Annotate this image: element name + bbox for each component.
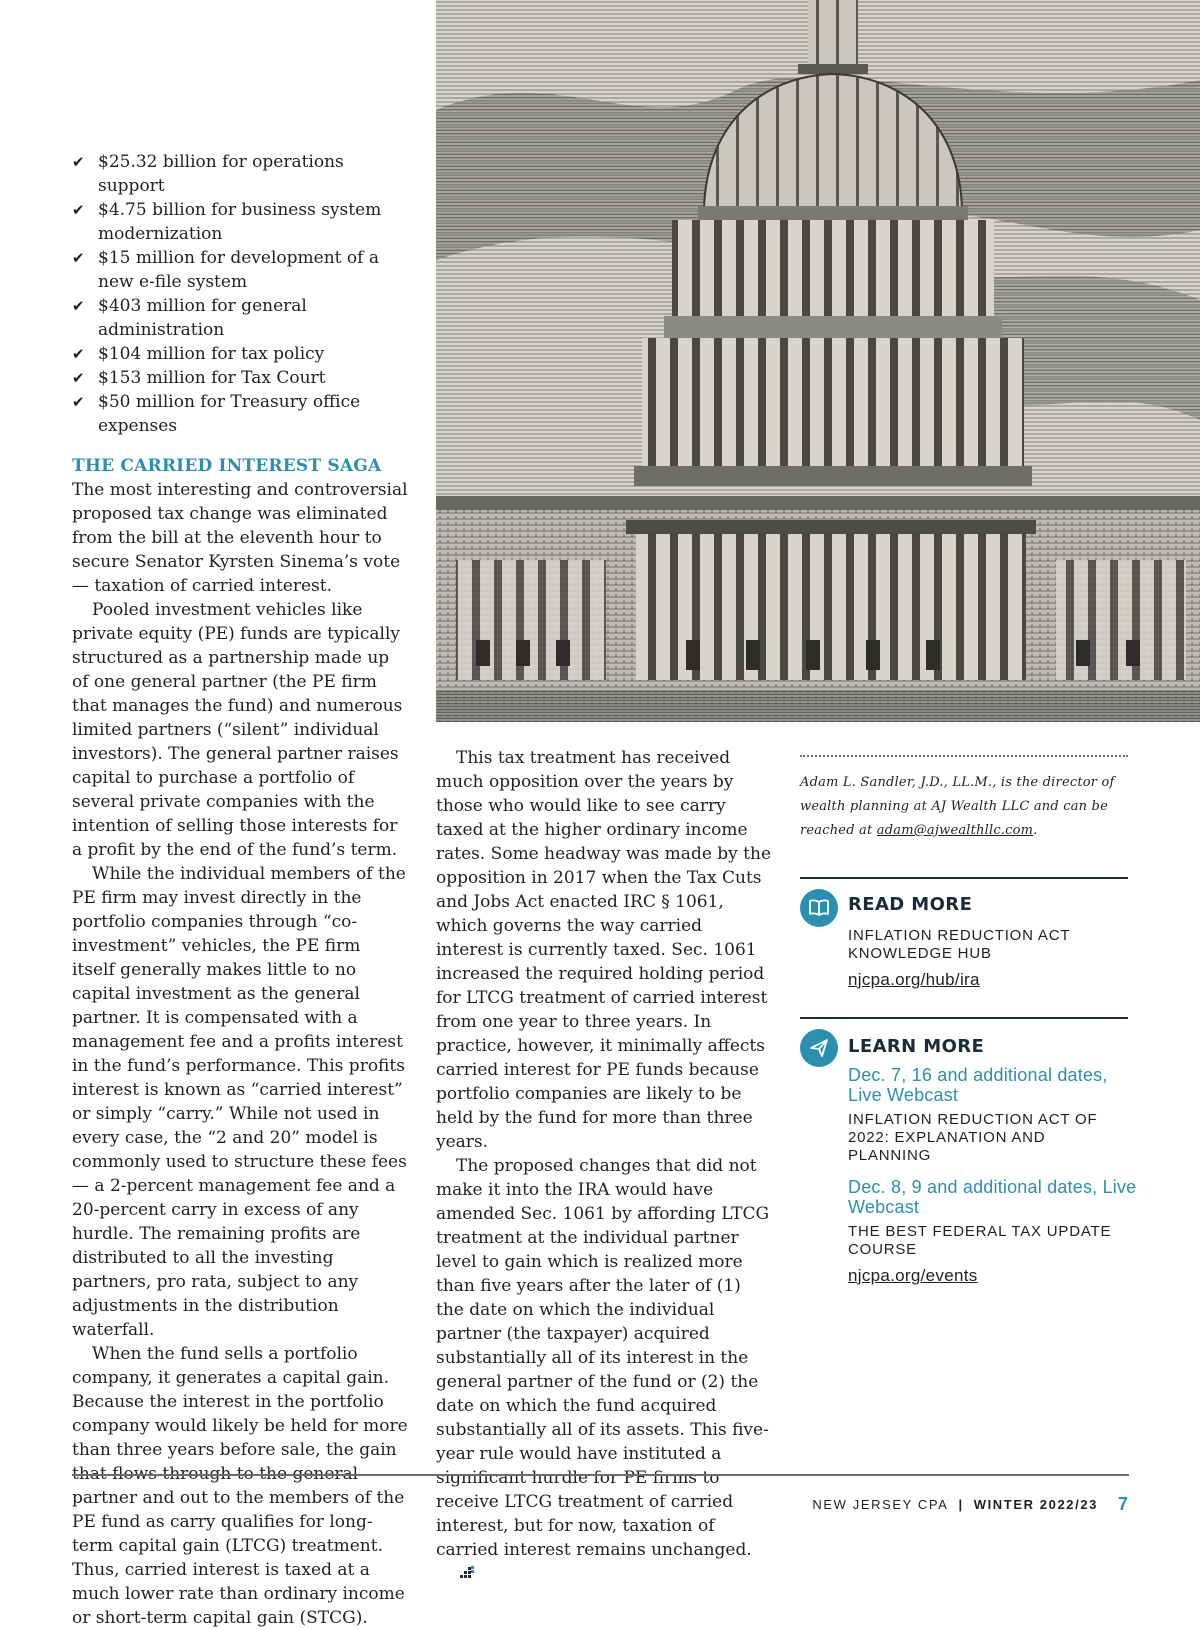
event-date[interactable]: Dec. 8, 9 and additional dates, Live Webcast <box>848 1177 1137 1217</box>
list-item: ✔ $403 million for general administration <box>72 296 307 340</box>
funding-list <box>72 150 408 438</box>
dotted-divider <box>800 755 1128 757</box>
list-item: ✔ $50 million for Treasury office expenses <box>72 392 361 436</box>
page-number: 7 <box>1117 1494 1128 1514</box>
body-paragraph: When the fund sells a portfolio company, it generates a capital gain. Because the interest in the portfolio company would likely be held for more than three years before sale, the gain that flows through to the general partner and out to the members of the PE fund as carry qualifies for long-term capital gain (LTCG) treatment. Thus, carried interest is taxed at a much lower rate than ordinary income or short-term capital gain (STCG). <box>72 1344 408 1628</box>
body-paragraph: The proposed changes that did not make it into the IRA would have amended Sec. 1061 by affording LTCG treatment at the individual partner level to gain which is realized more than five years after the later of (1) the date on which the individual partner (the taxpayer) acquired substantially all of its interest in the general partner of the fund or (2) the date on which the fund acquired substantially all of its assets. This five-year rule would have instituted a significant hurdle for PE firms to receive LTCG treatment of carried interest, but for now, taxation of carried interest remains unchanged. <box>436 1154 772 1587</box>
footer-rule <box>72 1474 1129 1476</box>
event-date[interactable]: Dec. 7, 16 and additional dates, Live Webcast <box>848 1065 1108 1105</box>
list-item: ✔ $153 million for Tax Court <box>72 368 326 388</box>
author-email-link[interactable]: adam@ajwealthllc.com <box>876 823 1034 838</box>
left-column <box>72 150 408 1630</box>
event-name: INFLATION REDUCTION ACT OF 2022: EXPLANATION AND PLANNING <box>848 1111 1098 1164</box>
end-of-article-icon <box>440 1563 474 1587</box>
read-more-rule <box>800 877 1128 879</box>
checkmark-icon: ✔ <box>72 201 85 219</box>
learn-more-title: LEARN MORE <box>848 1036 985 1057</box>
body-paragraph: While the individual members of the PE firm may invest directly in the portfolio companies through “co-investment” vehicles, the PE firm itself generally makes little to no capital investment as the general partner. It is compensated with a management fee and a profits interest in the fund’s performance. This profits interest is known as “carried interest” or simply “carry.” While not used in every case, the “2 and 20” model is commonly used to structure these fees — a 2-percent management fee and a 20-percent carry in excess of any hurdle. The remaining profits are distributed to all the investing partners, pro rata, subject to any adjustments in the distribution waterfall. <box>72 864 407 1340</box>
publication-name: NEW JERSEY CPA <box>812 1497 949 1512</box>
sidebar <box>800 755 1137 1287</box>
section-heading: THE CARRIED INTEREST SAGA <box>72 456 382 476</box>
body-paragraph: This tax treatment has received much opposition over the years by those who would like to see carry taxed at the higher ordinary income rates. Some headway was made by the opposition in 2017 when the Tax Cuts and Jobs Act enacted IRC § 1061, which governs the way carried interest is currently taxed. Sec. 1061 increased the required holding period for LTCG treatment of carried interest from one year to three years. In practice, however, it minimally affects carried interest for PE funds because portfolio companies are likely to be held by the fund for more than three years. <box>436 748 772 1152</box>
checkmark-icon: ✔ <box>72 153 85 171</box>
list-item: ✔ $15 million for development of a new e-file system <box>72 248 379 292</box>
capitol-illustration <box>436 0 1200 722</box>
page-footer <box>812 1494 1128 1515</box>
checkmark-icon: ✔ <box>72 297 85 315</box>
read-more-title: READ MORE <box>848 894 973 915</box>
capitol-engraving-image <box>436 0 1200 722</box>
event-name: THE BEST FEDERAL TAX UPDATE COURSE <box>848 1223 1112 1258</box>
middle-column <box>436 746 772 1587</box>
paper-plane-icon <box>800 1029 838 1067</box>
ira-hub-link[interactable]: njcpa.org/hub/ira <box>848 970 980 989</box>
checkmark-icon: ✔ <box>72 393 85 411</box>
footer-separator: | <box>958 1497 964 1512</box>
body-paragraph: Pooled investment vehicles like private equity (PE) funds are typically structured as a partnership made up of one general partner (the PE firm that manages the fund) and numerous limited partners (“silent” individual investors). The general partner raises capital to purchase a portfolio of several private companies with the intention of selling those interests for a profit by the end of the fund’s term. <box>72 600 403 860</box>
learn-more-box <box>800 1029 1137 1287</box>
read-more-box <box>800 889 1130 991</box>
list-item: ✔ $104 million for tax policy <box>72 344 325 364</box>
list-item: ✔ $4.75 billion for business system modernization <box>72 200 382 244</box>
author-bio: Adam L. Sandler, J.D., LL.M., is the director of wealth planning at AJ Wealth LLC and can be reached at adam@ajwealthllc.com. <box>800 775 1115 838</box>
checkmark-icon: ✔ <box>72 345 85 363</box>
events-link[interactable]: njcpa.org/events <box>848 1266 978 1285</box>
list-item: ✔ $25.32 billion for operations support <box>72 152 344 196</box>
checkmark-icon: ✔ <box>72 249 85 267</box>
read-more-subtitle: INFLATION REDUCTION ACT KNOWLEDGE HUB <box>848 927 1071 962</box>
learn-more-rule <box>800 1017 1128 1019</box>
book-icon <box>800 889 838 927</box>
body-paragraph: The most interesting and controversial proposed tax change was eliminated from the bill at the eleventh hour to secure Senator Kyrsten Sinema’s vote — taxation of carried interest. <box>72 480 408 596</box>
issue-label: WINTER 2022/23 <box>973 1497 1098 1512</box>
checkmark-icon: ✔ <box>72 369 85 387</box>
